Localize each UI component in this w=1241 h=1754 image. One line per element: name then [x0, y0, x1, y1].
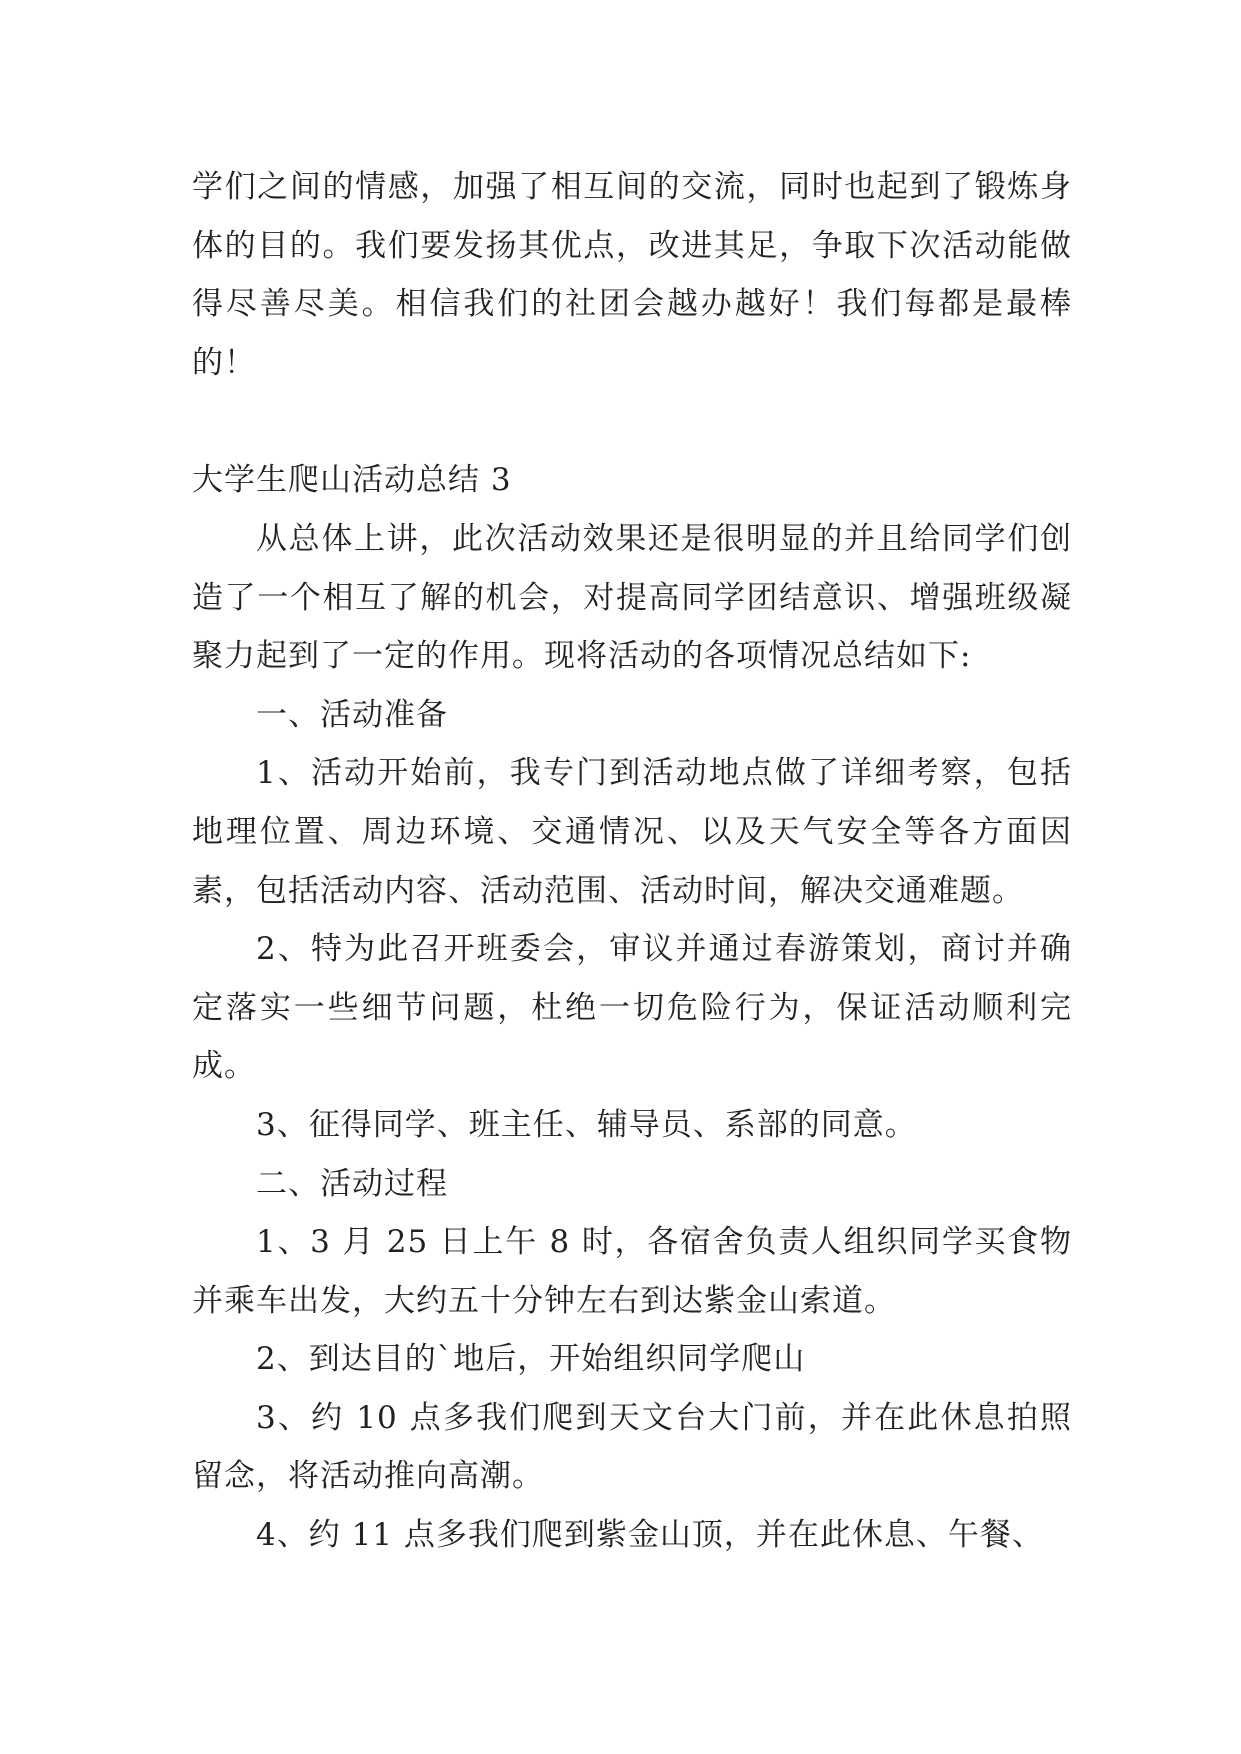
subheading-preparation: 一、活动准备 [256, 696, 448, 733]
paragraph-prep-2: 2、特为此召开班委会，审议并通过春游策划，商讨并确定落实一些细节问题，杜绝一切危险行为，保证活动顺利完成。 [192, 931, 1072, 1085]
paragraph-process-1: 1、3 月 25 日上午 8 时，各宿舍负责人组织同学买食物并乘车出发，大约五十分钟左右到达紫金山索道。 [192, 1224, 1072, 1319]
paragraph-prep-1: 1、活动开始前，我专门到活动地点做了详细考察，包括地理位置、周边环境、交通情况、以及天气安全等各方面因素，包括活动内容、活动范围、活动时间，解决交通难题。 [192, 755, 1072, 909]
document-body [192, 158, 1072, 1565]
paragraph-process-3: 3、约 10 点多我们爬到天文台大门前，并在此休息拍照留念，将活动推向高潮。 [192, 1399, 1072, 1495]
intro-paragraph: 学们之间的情感，加强了相互间的交流，同时也起到了锻炼身体的目的。我们要发扬其优点，改进其足，争取下次活动能做得尽善尽美。相信我们的社团会越办越好！我们每都是最棒的！ [192, 169, 1072, 381]
paragraph-process-4: 4、约 11 点多我们爬到紫金山顶，并在此休息、午餐、 [256, 1517, 1044, 1554]
paragraph-process-2: 2、到达目的`地后，开始组织同学爬山 [256, 1341, 806, 1378]
section-spacer [192, 392, 1072, 451]
section-title: 大学生爬山活动总结 3 [192, 462, 512, 499]
paragraph-overview: 从总体上讲，此次活动效果还是很明显的并且给同学们创造了一个相互了解的机会，对提高同学团结意识、增强班级凝聚力起到了一定的作用。现将活动的各项情况总结如下: [192, 520, 1072, 675]
paragraph-prep-3: 3、征得同学、班主任、辅导员、系部的同意。 [256, 1106, 917, 1143]
subheading-process: 二、活动过程 [256, 1165, 448, 1202]
